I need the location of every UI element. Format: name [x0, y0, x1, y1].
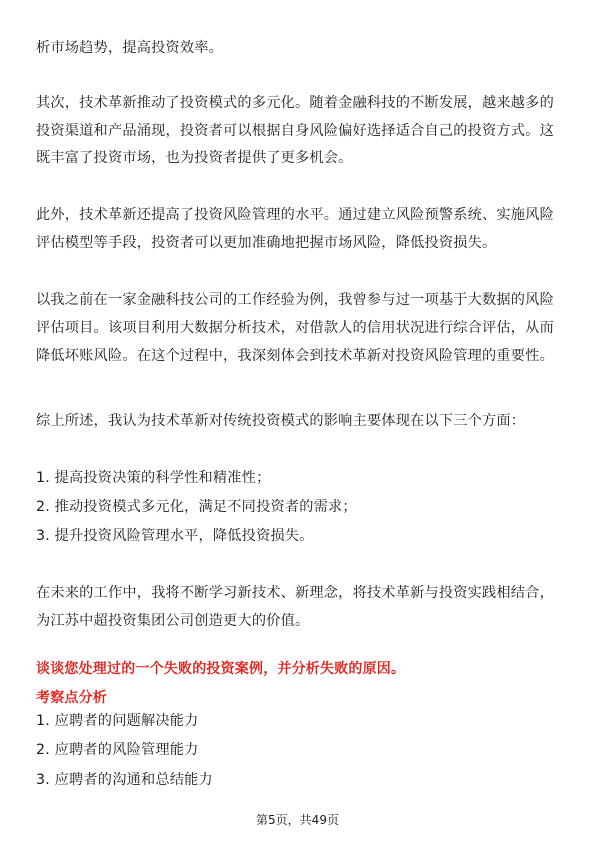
analysis-item: 3. 应聘者的沟通和总结能力	[36, 772, 213, 788]
paragraph-line: 既丰富了投资市场，也为投资者提供了更多机会。	[36, 150, 353, 166]
paragraph-line: 其次，技术革新推动了投资模式的多元化。随着金融科技的不断发展，越来越多的	[36, 95, 554, 111]
paragraph-line: 评估模型等手段，投资者可以更加准确地把握市场风险，降低投资损失。	[36, 235, 497, 251]
page-number: 第5页，共49页	[256, 813, 339, 827]
paragraph-line: 降低坏账风险。在这个过程中，我深刻体会到技术革新对投资风险管理的重要性。	[36, 348, 554, 364]
list-item: 2. 推动投资模式多元化，满足不同投资者的需求；	[36, 499, 357, 515]
paragraph-line: 投资渠道和产品涌现，投资者可以根据自身风险偏好选择适合自己的投资方式。这	[36, 123, 554, 139]
paragraph-line: 为江苏中超投资集团公司创造更大的价值。	[36, 613, 310, 629]
paragraph-line: 以我之前在一家金融科技公司的工作经验为例，我曾参与过一项基于大数据的风险	[36, 292, 554, 308]
list-item: 1. 提高投资决策的科学性和精准性；	[36, 470, 271, 486]
paragraph-line: 综上所述，我认为技术革新对传统投资模式的影响主要体现在以下三个方面：	[36, 413, 526, 429]
interview-question: 谈谈您处理过的一个失败的投资案例，并分析失败的原因。	[36, 661, 406, 677]
analysis-heading: 考察点分析	[36, 690, 107, 706]
paragraph-line: 此外，技术革新还提高了投资风险管理的水平。通过建立风险预警系统、实施风险	[36, 207, 554, 223]
analysis-item: 1. 应聘者的问题解决能力	[36, 713, 199, 729]
analysis-item: 2. 应聘者的风险管理能力	[36, 742, 199, 758]
paragraph-line: 析市场趋势，提高投资效率。	[36, 40, 224, 56]
paragraph-line: 评估项目。该项目利用大数据分析技术，对借款人的信用状况进行综合评估，从而	[36, 320, 554, 336]
list-item: 3. 提升投资风险管理水平，降低投资损失。	[36, 528, 314, 544]
paragraph-line: 在未来的工作中，我将不断学习新技术、新理念，将技术革新与投资实践相结合，	[36, 585, 554, 601]
